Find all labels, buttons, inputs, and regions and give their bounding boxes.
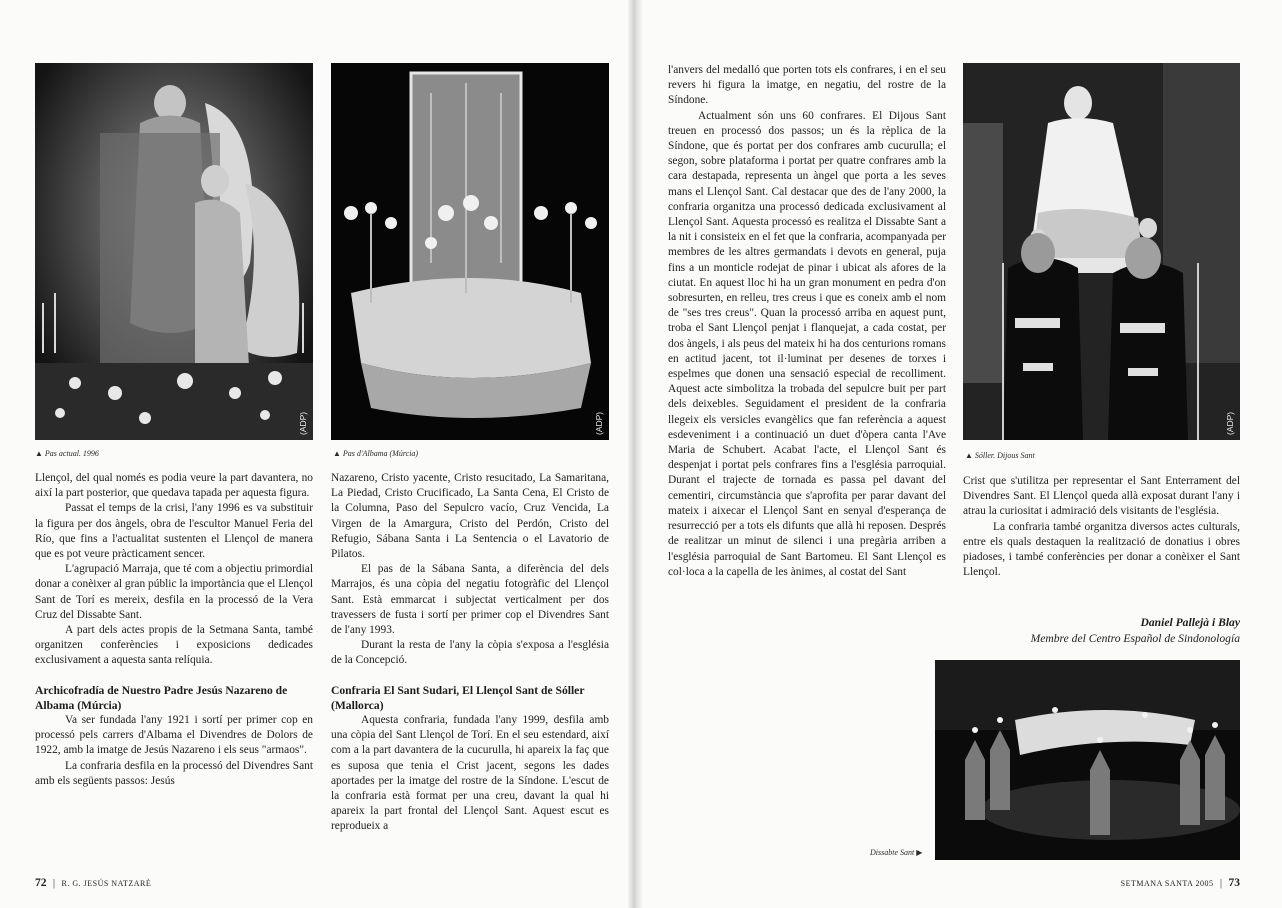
author-name: Daniel Pallejà i Blay — [1140, 616, 1240, 629]
paragraph: Nazareno, Cristo yacente, Cristo resucitado, La Samaritana, La Piedad, Cristo Crucificado, La Santa Cena, El Cristo de la Columna, Paso del Sepulcro vacío, Cruz Vencida, La Virgen de la Amargura, Cristo del Perdón, Cristo del Refugio, Sábana Santa i La Sentencia o el Lavatorio de Pilatos. — [331, 472, 609, 561]
section-heading: Archicofradía de Nuestro Padre Jesús Nazareno de Albama (Múrcia) — [35, 683, 288, 712]
paragraph: l'anvers del medalló que porten tots els confrares, i en el seu revers hi figura la imatge, en negatiu, del rostre de la Síndone. — [668, 64, 946, 107]
procession-image — [963, 63, 1240, 440]
photo-soller-dijous-sant — [963, 63, 1240, 440]
article-signature — [963, 615, 1240, 647]
paragraph: Durant la resta de l'any la còpia s'exposa a l'església de la Concepció. — [331, 639, 609, 667]
photo-credit: (ADP) — [594, 411, 604, 435]
night-procession-image — [935, 660, 1240, 860]
paragraph: Aquesta confraria, fundada l'any 1999, desfila amb una còpia del Sant Llençol de Torí. En el seu estendard, així com a la part davantera de la cucurulla, hi apareix la faç que es suposa que tenia el Crist jacent, segons les dades aportades per la imatge del rostre de la Síndone. L'escut de la confraria està format per una creu, davant la qual hi apareix la part frontal del Llençol Sant. Aquest escut es reprodueix a — [331, 714, 609, 833]
paragraph: Llençol, del qual només es podia veure la part davantera, no així la part posterior, que quedava tapada per aquesta figura. — [35, 472, 313, 500]
text-column-4 — [963, 474, 1240, 580]
photo-dissabte-sant — [935, 660, 1240, 860]
paragraph: Va ser fundada l'any 1921 i sortí per primer cop en processó pels carrers d'Albama el Divendres de Dolors de 1922, amb la imatge de Jesús Nazareno i els seus "armaos". — [35, 714, 313, 757]
paragraph: A part dels actes propis de la Setmana Santa, també organitzen conferències i exposicions dedicades exclusivament a aquesta santa relíquia. — [35, 624, 313, 667]
text-column-3 — [668, 63, 946, 580]
author-role: Membre del Centro Español de Sindonología — [1030, 632, 1240, 645]
photo-caption: Dissabte Sant ▶ — [870, 848, 923, 857]
page-folio-left: 72 | R. G. JESÚS NATZARÈ — [35, 877, 152, 889]
paragraph: L'agrupació Marraja, que té com a objectiu primordial donar a conèixer al gran públic la importància que el Llençol Sant de Torí es mereix, desfila en la processó de la Vera Cruz del Dissabte Sant. — [35, 563, 313, 621]
page-number: 73 — [1228, 877, 1240, 889]
paragraph: Passat el temps de la crisi, l'any 1996 es va substituir la figura per dos àngels, obra de l'escultor Manuel Feria del Río, que fins a l'actualitat sustenten el Llençol de manera que es pot veure pràcticament sencer. — [35, 502, 313, 561]
angels-statue-image — [35, 63, 313, 440]
photo-credit: (ADP) — [298, 411, 308, 435]
photo-caption: ▲ Pas d'Albama (Múrcia) — [333, 449, 419, 458]
text-column-2 — [331, 471, 609, 835]
section-heading: Confraria El Sant Sudari, El Llençol Sant de Sóller (Mallorca) — [331, 683, 585, 712]
page-gutter — [628, 0, 642, 908]
photo-pas-actual — [35, 63, 313, 440]
photo-credit: (ADP) — [1225, 411, 1235, 435]
paragraph: La confraria també organitza diversos actes culturals, entre els quals destaquen la realització de donatius i obres piadoses, i també conferències per donar a conèixer el Sant Llençol. — [963, 520, 1240, 579]
page-number: 72 — [35, 877, 47, 889]
publication-title: R. G. JESÚS NATZARÈ — [61, 879, 152, 888]
float-image — [331, 63, 609, 440]
photo-pas-albama — [331, 63, 609, 440]
paragraph: Crist que s'utilitza per representar el Sant Enterrament del Divendres Sant. El Llençol queda allà exposat durant l'any i atrau la curiositat i admiració dels visitants de l'església. — [963, 475, 1240, 518]
page-folio-right: SETMANA SANTA 2005 | 73 — [1120, 877, 1240, 889]
text-column-1 — [35, 471, 313, 789]
paragraph: Actualment són uns 60 confrares. El Dijous Sant treuen en processó dos passos; un és la rèplica de la Síndone, que és portat per dos confrares amb cucurulla; el segon, sobre plataforma i portat per quatre confrares amb la cara destapada, representa un àngel que porta a les seves mans el Llençol Sant. Cal destacar que des de l'any 2000, la confraria organitza una processó dedicada exclusivament al Llençol Sant. Aquesta processó es realitza el Dissabte Sant a la nit i consisteix en el fet que la confraria, acompanyada per membres de les altres germandats i devots en general, puja fins a un monticle rodejat de pinar i ubicat als afores de la ciutat. En aquest lloc hi ha un gran monument en pedra d'on sobresurten, en relleu, tres creus i que es coneix amb el nom de "ses tres creus". Quan la processó arriba en aquest punt, troba el Sant Llençol penjat i flanquejat, a cada costat, per dos àngels, i als peus del mateix hi ha dos centurions romans en actitud jacent, tot il·luminat per desenes de torxes i espelmes que donen una sensació especial de recolliment. Aquest acte simbolitza la trobada del sepulcre buit per part dels deixebles. Seguidament el president de la confraria llegeix els versicles evangèlics que fan referència a aquest esdeveniment i a continuació un duet d'òpera canta l'Ave Maria de Schubert. Acabat l'acte, el Llençol Sant és despenjat i portat pels confrares fins a l'església parroquial. Durant el trajecte de tornada es passa pel davant del cementiri, circumstància que s'aprofita per parar davant del mateix i aixecar el Llençol Sant en senyal d'esperança de resurrecció per a tots els difunts que allà hi reposen. Després de realitzar un minut de silenci i una pregària arriben a l'església parroquial de Sant Bartomeu. El Sant Llençol es col·loca a la capella de les ànimes, al costat del Sant — [668, 109, 946, 578]
paragraph: La confraria desfila en la processó del Divendres Sant amb els següents passos: Jesús — [35, 759, 313, 787]
photo-caption: ▲ Pas actual. 1996 — [35, 449, 99, 458]
photo-caption: ▲ Sóller. Dijous Sant — [965, 451, 1035, 460]
publication-title: SETMANA SANTA 2005 — [1120, 879, 1214, 888]
paragraph: El pas de la Sábana Santa, a diferència del dels Marrajos, és una còpia del negatiu fotogràfic del Llençol Sant. Està emmarcat i subjectat verticalment per dos travessers de fusta i sortí per primer cop el Divendres Sant de l'any 1993. — [331, 563, 609, 637]
